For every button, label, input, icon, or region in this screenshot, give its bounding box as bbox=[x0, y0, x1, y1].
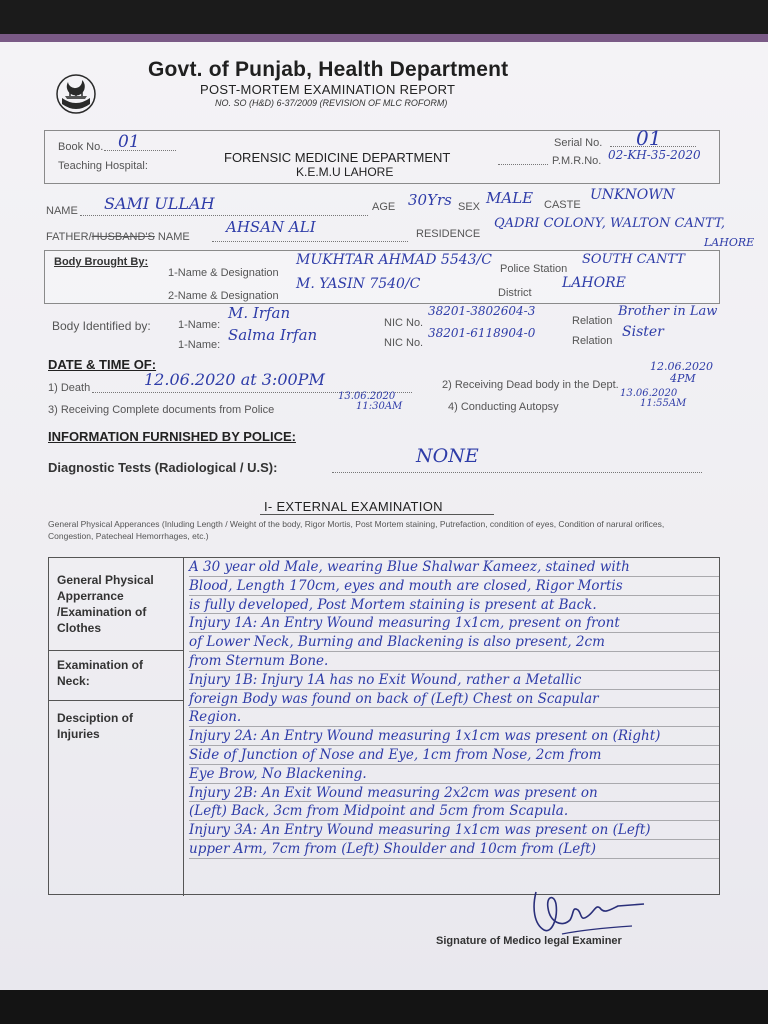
bb-name1-label: 1-Name & Designation bbox=[168, 267, 279, 279]
body-brought-label: Body Brought By: bbox=[54, 256, 149, 268]
finding-line: is fully developed, Post Mortem staining is present at Back. bbox=[189, 596, 719, 615]
father-line bbox=[212, 241, 408, 242]
id-relation2-label: Relation bbox=[572, 335, 613, 347]
caste-value: UNKNOWN bbox=[590, 187, 675, 203]
hospital-label: Teaching Hospital: bbox=[58, 160, 148, 172]
name-label-suffix: NAME bbox=[154, 231, 190, 243]
district-value: LAHORE bbox=[562, 275, 626, 291]
table-row-divider-1 bbox=[49, 650, 183, 651]
datetime-heading: DATE & TIME OF: bbox=[48, 357, 157, 372]
external-exam-underline bbox=[260, 514, 494, 515]
husband-label-struck: HUSBAND'S bbox=[91, 231, 155, 243]
report-subtitle: POST-MORTEM EXAMINATION REPORT bbox=[200, 82, 456, 97]
hospital-line2: K.E.M.U LAHORE bbox=[296, 165, 394, 179]
report-title: Govt. of Punjab, Health Department bbox=[148, 58, 509, 81]
hospital-line1: FORENSIC MEDICINE DEPARTMENT bbox=[224, 150, 451, 165]
police-info-heading: INFORMATION FURNISHED BY POLICE: bbox=[48, 429, 296, 444]
age-label: AGE bbox=[372, 201, 396, 213]
id-name2-label: 1-Name: bbox=[178, 339, 221, 351]
finding-line: A 30 year old Male, wearing Blue Shalwar Kameez, stained with bbox=[189, 558, 719, 577]
name-value: SAMI ULLAH bbox=[104, 194, 215, 213]
finding-line: foreign Body was found on back of (Left) Chest on Scapular bbox=[189, 690, 719, 709]
id-nic2-value: 38201-6118904-0 bbox=[428, 326, 536, 340]
finding-line: Eye Brow, No Blackening. bbox=[189, 765, 719, 784]
table-divider bbox=[183, 558, 184, 896]
death-value: 12.06.2020 at 3:00PM bbox=[144, 370, 325, 389]
death-label: 1) Death bbox=[48, 382, 91, 394]
diagnostic-value: NONE bbox=[416, 445, 479, 467]
hospital-line bbox=[498, 164, 548, 165]
id-relation1-value: Brother in Law bbox=[618, 304, 718, 319]
bb-name1-value: MUKHTAR AHMAD 5543/C bbox=[296, 252, 492, 268]
finding-line: upper Arm, 7cm from (Left) Shoulder and 10cm from (Left) bbox=[189, 840, 719, 859]
form-reference: NO. SO (H&D) 6-37/2009 (REVISION OF MLC ROFORM) bbox=[215, 98, 448, 108]
finding-line: from Sternum Bone. bbox=[189, 652, 719, 671]
residence-value-cont: LAHORE bbox=[704, 236, 755, 249]
finding-line: of Lower Neck, Burning and Blackening is also present, 2cm bbox=[189, 633, 719, 652]
bb-name2-value: M. YASIN 7540/C bbox=[296, 276, 421, 292]
autopsy-time: 11:55AM bbox=[640, 398, 687, 409]
finding-line: Injury 1B: Injury 1A has no Exit Wound, rather a Metallic bbox=[189, 671, 719, 690]
id-nic1-label: NIC No. bbox=[384, 317, 424, 329]
id-name2-value: Salma Irfan bbox=[228, 326, 318, 344]
row-label-injuries: Desciption of Injuries bbox=[57, 711, 134, 741]
examination-table bbox=[48, 557, 720, 895]
external-exam-title: I- EXTERNAL EXAMINATION bbox=[264, 499, 443, 514]
sex-label: SEX bbox=[458, 201, 481, 213]
examiner-signature bbox=[522, 884, 652, 940]
name-line bbox=[80, 215, 368, 216]
docs-date: 13.06.2020 bbox=[338, 391, 396, 402]
id-nic1-value: 38201-3802604-3 bbox=[428, 304, 536, 318]
father-label-text: FATHER/ bbox=[46, 231, 92, 243]
pmr-label: P.M.R.No. bbox=[552, 155, 602, 167]
district-label: District bbox=[498, 287, 532, 299]
pmr-value: 02-KH-35-2020 bbox=[608, 148, 701, 162]
id-name1-label: 1-Name: bbox=[178, 319, 221, 331]
name-label: NAME bbox=[46, 205, 78, 217]
external-exam-note: General Physical Apperances (Inluding Length / Weight of the body, Rigor Mortis, Post Mortem staining, Putrefaction, condition of eyes, Condition of narural orifices, Congestion, Patecheal Hemorrhages, etc.) bbox=[48, 519, 665, 541]
finding-line: Side of Junction of Nose and Eye, 1cm from Nose, 2cm from bbox=[189, 746, 719, 765]
finding-line: Injury 2A: An Entry Wound measuring 1x1cm was present on (Right) bbox=[189, 727, 719, 746]
finding-line: Blood, Length 170cm, eyes and mouth are closed, Rigor Mortis bbox=[189, 577, 719, 596]
receiving-label: 2) Receiving Dead body in the Dept. bbox=[442, 379, 619, 391]
caste-label: CASTE bbox=[544, 199, 581, 211]
book-line bbox=[104, 150, 176, 151]
docs-label: 3) Receiving Complete documents from Police bbox=[48, 404, 275, 416]
autopsy-label: 4) Conducting Autopsy bbox=[448, 401, 559, 413]
signature-label: Signature of Medico legal Examiner bbox=[436, 935, 622, 947]
finding-line: Injury 2B: An Exit Wound measuring 2x2cm was present on bbox=[189, 784, 719, 803]
folder-edge bbox=[0, 34, 768, 42]
receiving-date: 12.06.2020 bbox=[650, 360, 713, 373]
sex-value: MALE bbox=[486, 189, 534, 207]
serial-label: Serial No. bbox=[554, 137, 603, 149]
id-name1-value: M. Irfan bbox=[228, 304, 291, 322]
row-label-general: General Physical Apperrance /Examination of Clothes bbox=[57, 573, 154, 635]
table-row-divider-2 bbox=[49, 700, 183, 701]
father-label bbox=[46, 231, 190, 243]
punjab-government-emblem bbox=[52, 68, 100, 116]
report-page bbox=[0, 42, 768, 990]
book-label: Book No. bbox=[58, 141, 104, 153]
serial-value: 01 bbox=[636, 126, 662, 150]
id-nic2-label: NIC No. bbox=[384, 337, 424, 349]
police-station-value: SOUTH CANTT bbox=[582, 252, 685, 267]
id-relation2-value: Sister bbox=[622, 324, 664, 340]
diagnostic-label: Diagnostic Tests (Radiological / U.S): bbox=[48, 460, 278, 475]
residence-value: QADRI COLONY, WALTON CANTT, bbox=[494, 216, 725, 231]
photo-background-bottom bbox=[0, 990, 768, 1024]
id-relation1-label: Relation bbox=[572, 315, 613, 327]
receiving-time: 4PM bbox=[670, 372, 696, 385]
finding-line: (Left) Back, 3cm from Midpoint and 5cm from Scapula. bbox=[189, 802, 719, 821]
bb-name2-label: 2-Name & Designation bbox=[168, 290, 279, 302]
docs-time: 11:30AM bbox=[356, 401, 403, 412]
age-value: 30Yrs bbox=[408, 191, 452, 209]
father-value: AHSAN ALI bbox=[226, 218, 316, 236]
row-label-neck: Examination of Neck: bbox=[57, 658, 144, 688]
finding-line: Injury 1A: An Entry Wound measuring 1x1cm, present on front bbox=[189, 614, 719, 633]
police-station-label: Police Station bbox=[500, 263, 568, 275]
identified-label: Body Identified by: bbox=[52, 319, 151, 333]
finding-line: Injury 3A: An Entry Wound measuring 1x1cm was present on (Left) bbox=[189, 821, 719, 840]
residence-label: RESIDENCE bbox=[416, 228, 481, 240]
autopsy-date: 13.06.2020 bbox=[620, 388, 678, 399]
book-value: 01 bbox=[118, 132, 140, 152]
examination-findings bbox=[189, 558, 719, 859]
finding-line: Region. bbox=[189, 708, 719, 727]
diagnostic-line bbox=[332, 472, 702, 473]
